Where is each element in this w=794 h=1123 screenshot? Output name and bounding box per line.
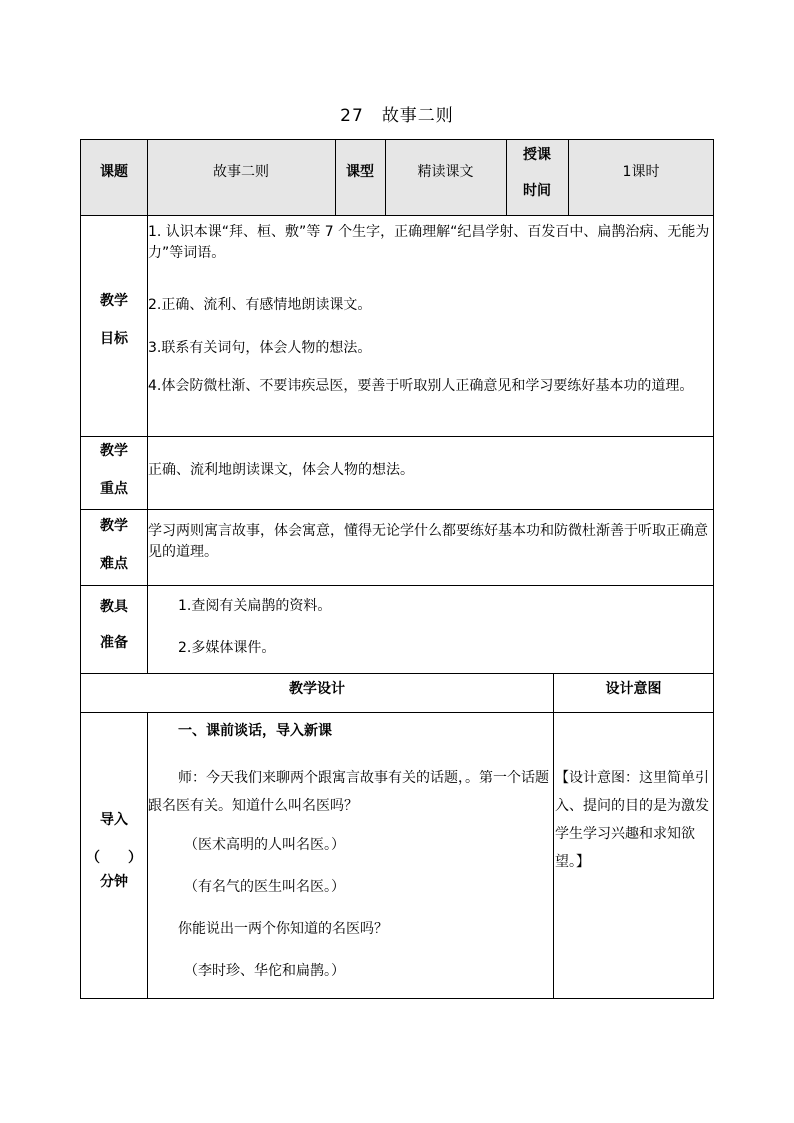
intent-header: 设计意图 xyxy=(605,681,662,697)
intro-label-1: 导入 xyxy=(100,812,128,828)
objective-3: 3.联系有关词句，体会人物的想法。 xyxy=(148,340,372,356)
materials-label-1: 教具 xyxy=(100,599,128,615)
intro-paragraph-3: （有名气的医生叫名医。） xyxy=(184,879,345,895)
lesson-label: 课题 xyxy=(100,164,128,180)
page-title xyxy=(0,101,794,126)
difficulties-label-2: 难点 xyxy=(100,556,128,572)
lesson-number: 27 xyxy=(340,106,364,126)
intro-paragraph-5: （李时珍、华佗和扁鹊。） xyxy=(184,963,345,979)
intro-intent: 【设计意图：这里简单引入、提问的目的是为激发学生学习兴趣和求知欲望。】 xyxy=(555,770,709,870)
objective-1: 1. 认识本课“拜、桓、敷”等 7 个生字，正确理解“纪昌学射、百发百中、扁鹊治病、无能为力”等词语。 xyxy=(148,224,710,261)
type-value: 精读课文 xyxy=(417,164,474,180)
objectives-label-2: 目标 xyxy=(100,331,128,347)
intro-paragraph-4: 你能说出一两个你知道的名医吗？ xyxy=(178,921,388,937)
materials-label-2: 准备 xyxy=(100,635,128,651)
time-value: 1课时 xyxy=(622,164,660,180)
difficulties-label-1: 教学 xyxy=(100,518,128,534)
key-points-label-2: 重点 xyxy=(100,481,128,497)
intro-label-3: 分钟 xyxy=(100,874,128,890)
intro-label-2: （ ） xyxy=(86,850,142,866)
time-label-2: 时间 xyxy=(523,183,551,199)
intro-row xyxy=(80,712,714,999)
time-label-1: 授课 xyxy=(523,147,551,163)
header-row xyxy=(80,139,714,216)
intro-paragraph-2: （医术高明的人叫名医。） xyxy=(184,837,345,853)
material-2: 2.多媒体课件。 xyxy=(178,640,276,656)
design-header: 教学设计 xyxy=(289,681,345,697)
objectives-row xyxy=(80,215,714,437)
objective-2: 2.正确、流利、有感情地朗读课文。 xyxy=(148,297,372,313)
difficulties-row xyxy=(80,509,714,586)
materials-row xyxy=(80,585,714,674)
lesson-title: 故事二则 xyxy=(381,106,454,126)
design-header-row xyxy=(80,673,714,713)
objective-4: 4.体会防微杜渐、不要讳疾忌医，要善于听取别人正确意见和学习要练好基本功的道理。 xyxy=(148,378,694,394)
objectives-label-1: 教学 xyxy=(100,293,128,309)
key-points-text: 正确、流利地朗读课文，体会人物的想法。 xyxy=(148,462,414,478)
intro-heading: 一、课前谈话，导入新课 xyxy=(178,723,332,739)
type-label: 课型 xyxy=(346,164,374,180)
difficulties-text: 学习两则寓言故事，体会寓意，懂得无论学什么都要练好基本功和防微杜渐善于听取正确意见的道理。 xyxy=(148,523,708,560)
key-points-label-1: 教学 xyxy=(100,443,128,459)
material-1: 1.查阅有关扁鹊的资料。 xyxy=(178,598,332,614)
lesson-value: 故事二则 xyxy=(213,164,269,180)
key-points-row xyxy=(80,436,714,510)
intro-paragraph-1: 师：今天我们来聊两个跟寓言故事有关的话题，。第一个话题跟名医有关。知道什么叫名医吗？ xyxy=(148,770,549,814)
